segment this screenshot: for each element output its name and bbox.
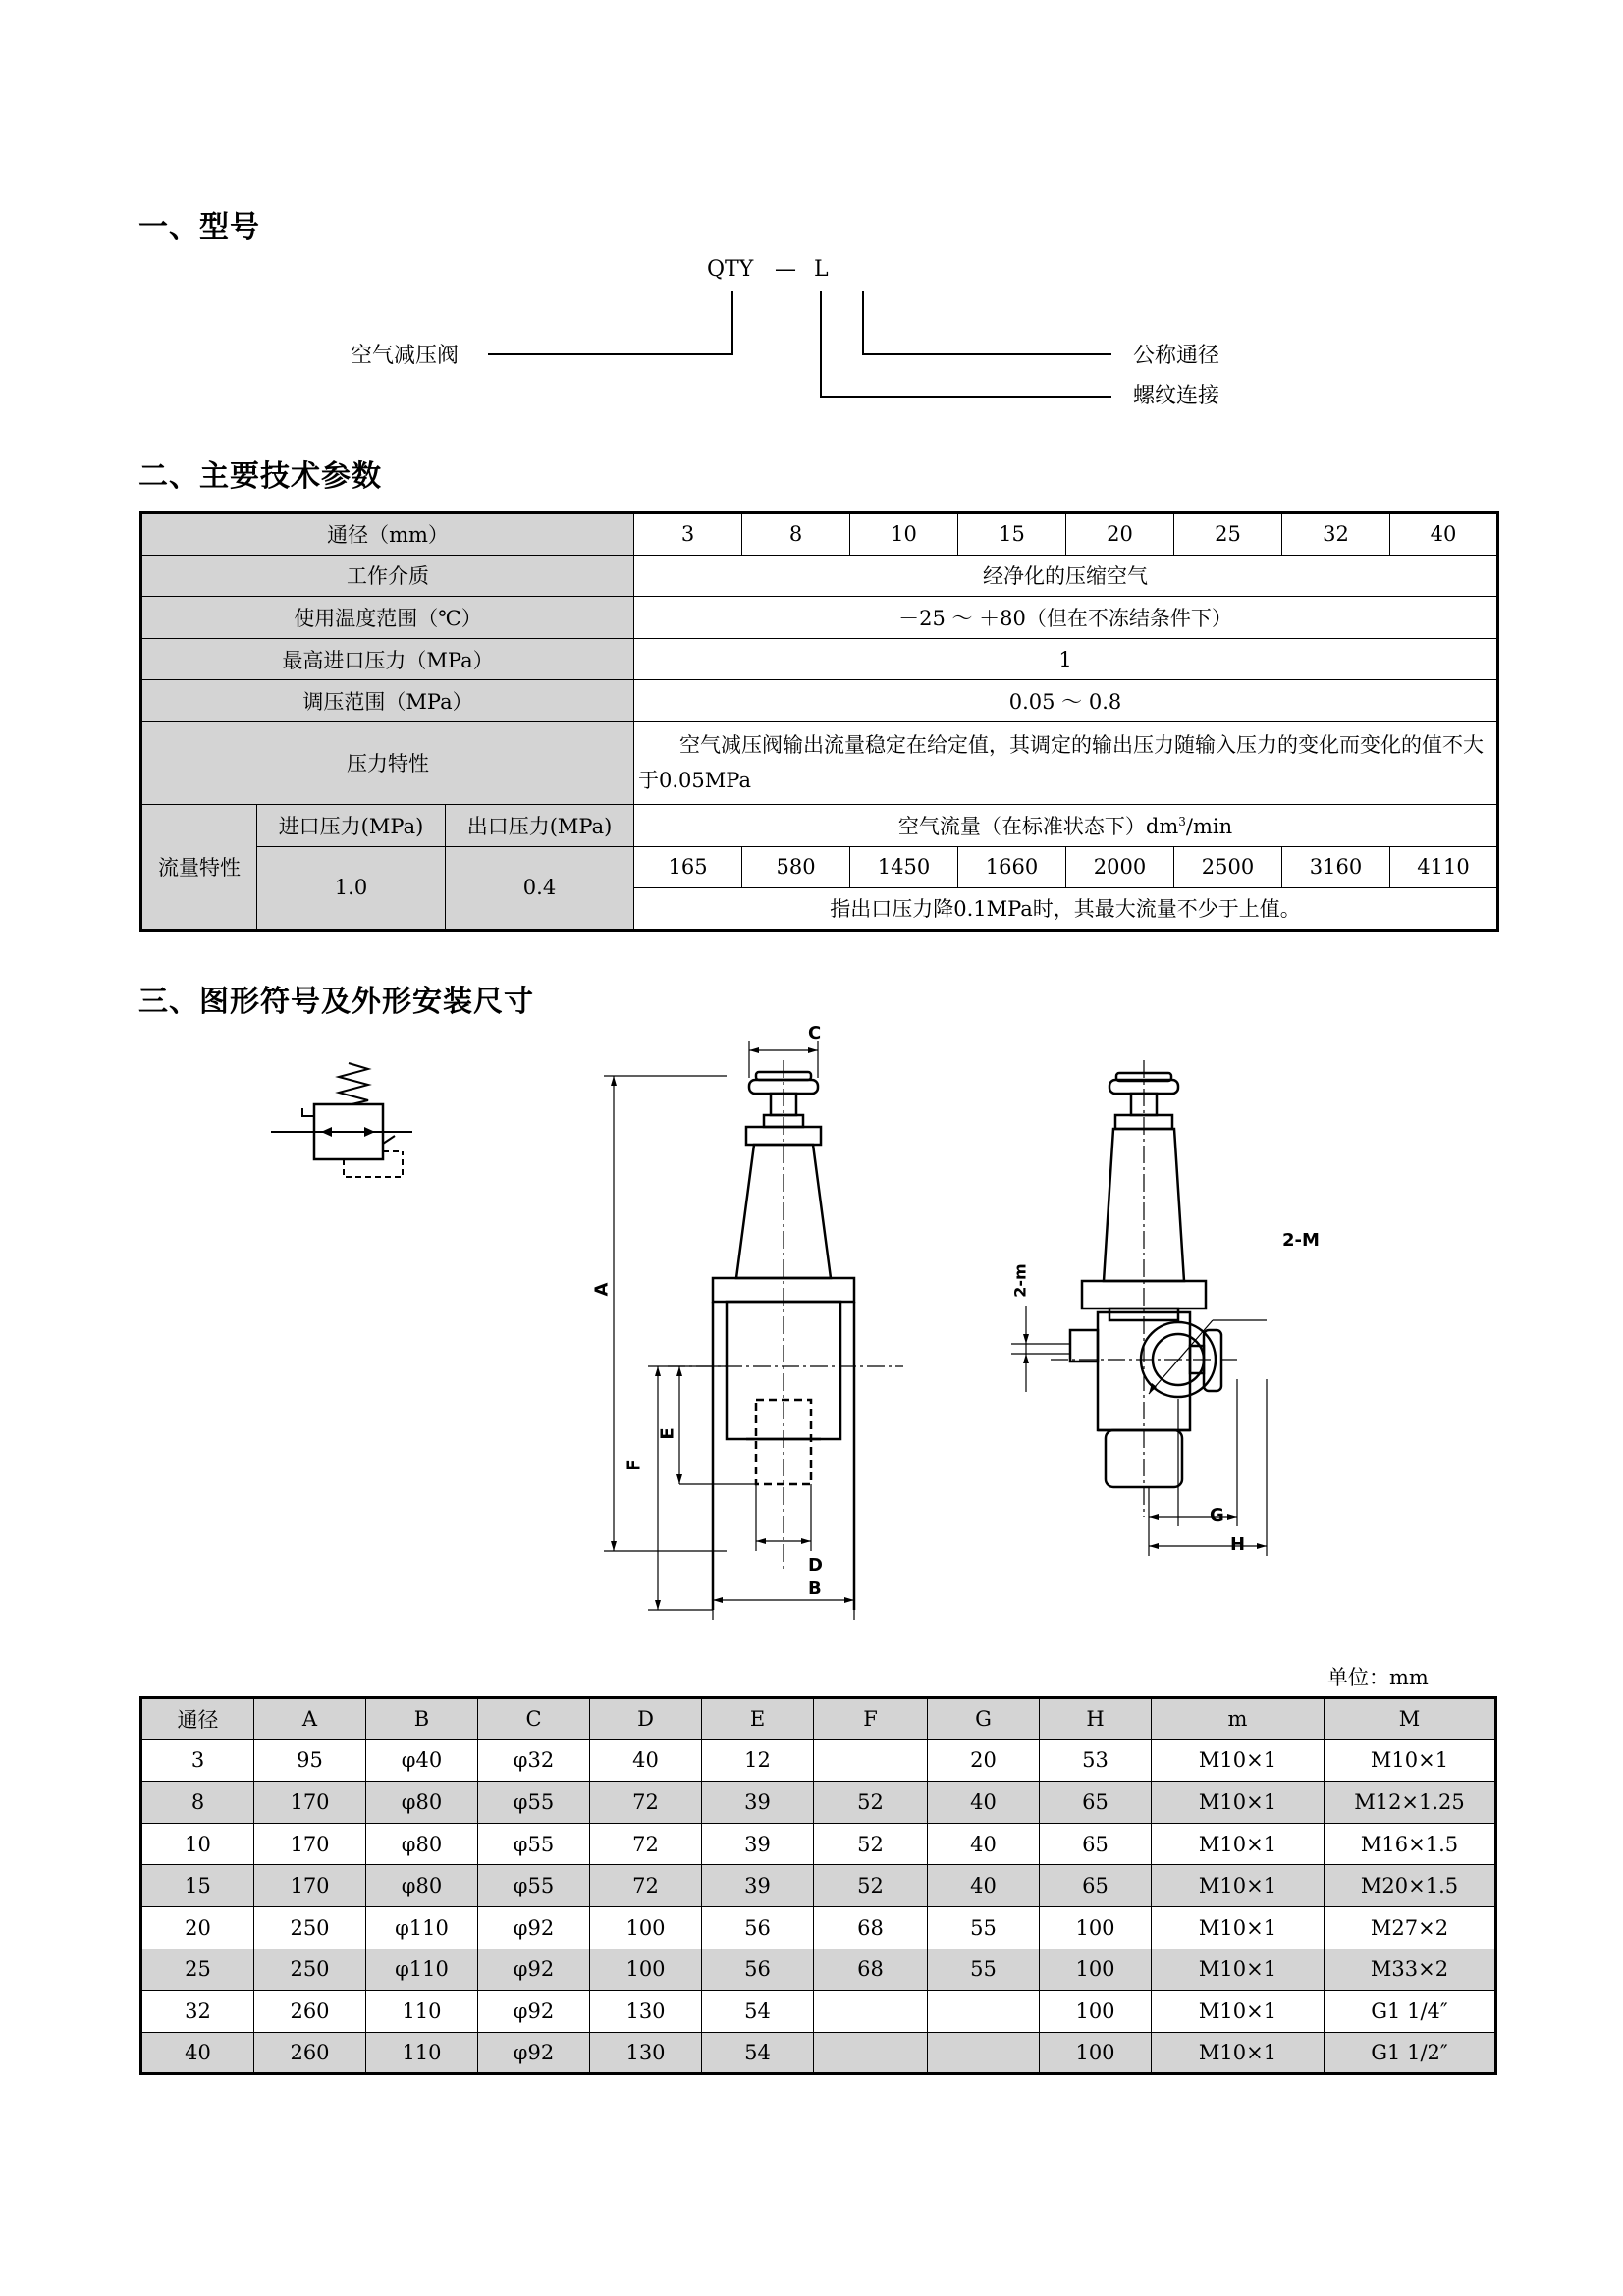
dims-cell-g: 55 (928, 1949, 1040, 1991)
dims-cell-d: 130 (590, 1991, 702, 2033)
dims-cell-m-small: M10×1 (1152, 1991, 1325, 2033)
spec-diameter-cell: 32 (1282, 513, 1390, 556)
spec-diameter-cell: 8 (742, 513, 850, 556)
model-label-diameter: 公称通径 (1133, 344, 1220, 368)
table-row (141, 1823, 1496, 1865)
dims-cell-f (814, 1991, 928, 2033)
dims-header-c: C (478, 1698, 590, 1740)
dims-cell-m-small: M10×1 (1152, 1739, 1325, 1782)
spec-flow-inlet-label: 进口压力(MPa) (257, 804, 446, 846)
dim-label-f: F (623, 1459, 645, 1471)
dims-cell-m-small: M10×1 (1152, 1949, 1325, 1991)
dims-cell-e: 39 (702, 1865, 814, 1907)
dim-label-b: B (808, 1578, 822, 1599)
dim-label-h: H (1230, 1534, 1246, 1555)
dims-cell-e: 54 (702, 2032, 814, 2074)
spec-flow-air-text: 空气流量（在标准状态下）dm (897, 814, 1179, 838)
table-row (141, 1991, 1496, 2033)
model-code-l: L (814, 257, 829, 282)
spec-diameter-cell: 20 (1066, 513, 1174, 556)
spec-flow-cell: 1450 (850, 846, 958, 888)
dims-cell-diameter: 8 (141, 1782, 254, 1824)
dims-cell-b: φ110 (366, 1949, 478, 1991)
dims-cell-c: φ55 (478, 1823, 590, 1865)
dims-cell-m-large: G1 1/2″ (1325, 2032, 1496, 2074)
front-view-drawing (589, 1021, 943, 1625)
dims-cell-b: φ80 (366, 1865, 478, 1907)
spec-row-inlet (141, 638, 1498, 680)
dims-cell-e: 56 (702, 1949, 814, 1991)
dims-cell-h: 100 (1040, 1906, 1152, 1949)
spec-adjust-value: 0.05 ～ 0.8 (634, 680, 1498, 722)
spec-flow-outlet-label: 出口压力(MPa) (446, 804, 634, 846)
spec-diameter-cell: 10 (850, 513, 958, 556)
dims-header-e: E (702, 1698, 814, 1740)
table-row (141, 1739, 1496, 1782)
spec-row-medium (141, 555, 1498, 597)
dims-cell-m-small: M10×1 (1152, 1865, 1325, 1907)
spec-flow-air-sup: 3 (1178, 814, 1186, 828)
dims-cell-e: 54 (702, 1991, 814, 2033)
model-label-thread: 螺纹连接 (1133, 384, 1220, 408)
dims-cell-a: 250 (254, 1906, 366, 1949)
dims-cell-a: 260 (254, 1991, 366, 2033)
spec-row-diameter (141, 513, 1498, 556)
dims-cell-b: φ80 (366, 1823, 478, 1865)
dims-cell-f: 68 (814, 1949, 928, 1991)
dims-cell-h: 100 (1040, 1991, 1152, 2033)
dims-cell-m-large: M10×1 (1325, 1739, 1496, 1782)
spec-flow-cell: 4110 (1390, 846, 1498, 888)
dims-cell-d: 100 (590, 1906, 702, 1949)
spec-diameter-cell: 3 (634, 513, 742, 556)
dims-header-h: H (1040, 1698, 1152, 1740)
spec-flow-cell: 580 (742, 846, 850, 888)
model-code-dash: — (775, 257, 796, 282)
dim-label-e: E (657, 1427, 678, 1440)
dims-header-row (141, 1698, 1496, 1740)
dims-cell-d: 130 (590, 2032, 702, 2074)
dims-cell-g: 40 (928, 1782, 1040, 1824)
dim-label-d: D (808, 1555, 823, 1575)
spec-flow-inlet-value: 1.0 (257, 846, 446, 930)
dims-cell-m-small: M10×1 (1152, 1823, 1325, 1865)
spec-pressure-char-value: 空气减压阀输出流量稳定在给定值，其调定的输出压力随输入压力的变化而变化的值不大于0.05MPa (634, 721, 1498, 804)
dims-cell-g: 40 (928, 1865, 1040, 1907)
spec-temp-label: 使用温度范围（℃） (141, 597, 634, 639)
dims-cell-h: 65 (1040, 1865, 1152, 1907)
dims-cell-h: 65 (1040, 1823, 1152, 1865)
dims-cell-c: φ32 (478, 1739, 590, 1782)
dim-label-2m-large: 2-M (1282, 1230, 1320, 1251)
dims-cell-f: 52 (814, 1865, 928, 1907)
dims-cell-diameter: 20 (141, 1906, 254, 1949)
dims-cell-a: 170 (254, 1865, 366, 1907)
dims-cell-m-small: M10×1 (1152, 2032, 1325, 2074)
spec-adjust-label: 调压范围（MPa） (141, 680, 634, 722)
table-row (141, 1906, 1496, 1949)
spec-flow-cell: 165 (634, 846, 742, 888)
spec-medium-label: 工作介质 (141, 555, 634, 597)
spec-flow-label: 流量特性 (141, 804, 257, 930)
table-row (141, 2032, 1496, 2074)
spec-row-pressure-characteristic (141, 721, 1498, 804)
dims-cell-m-large: M16×1.5 (1325, 1823, 1496, 1865)
dims-cell-f (814, 1739, 928, 1782)
spec-medium-value: 经净化的压缩空气 (634, 555, 1498, 597)
dims-cell-diameter: 15 (141, 1865, 254, 1907)
spec-row-temperature (141, 597, 1498, 639)
table-row (141, 1949, 1496, 1991)
spec-diameter-cell: 25 (1174, 513, 1282, 556)
spec-flow-cell: 2500 (1174, 846, 1282, 888)
dims-cell-g: 20 (928, 1739, 1040, 1782)
dims-cell-h: 100 (1040, 2032, 1152, 2074)
dims-cell-b: φ40 (366, 1739, 478, 1782)
dims-header-b: B (366, 1698, 478, 1740)
spec-inlet-value: 1 (634, 638, 1498, 680)
pressure-reducer-symbol-icon (265, 1055, 422, 1188)
table-row (141, 1782, 1496, 1824)
spec-diameter-label: 通径（mm） (141, 513, 634, 556)
dims-cell-c: φ55 (478, 1782, 590, 1824)
section1-heading: 一、型号 (138, 210, 260, 244)
table-row (141, 1865, 1496, 1907)
dimensions-table (139, 1696, 1497, 2075)
dims-header-a: A (254, 1698, 366, 1740)
dims-cell-e: 39 (702, 1823, 814, 1865)
spec-row-flow-values (141, 846, 1498, 888)
dims-cell-diameter: 32 (141, 1991, 254, 2033)
dims-cell-f: 52 (814, 1782, 928, 1824)
spec-flow-air-label (634, 804, 1498, 846)
dims-cell-a: 250 (254, 1949, 366, 1991)
dims-cell-c: φ92 (478, 1949, 590, 1991)
spec-diameter-cell: 15 (958, 513, 1066, 556)
dims-cell-f (814, 2032, 928, 2074)
dims-cell-m-large: M27×2 (1325, 1906, 1496, 1949)
dims-cell-a: 95 (254, 1739, 366, 1782)
section3-heading: 三、图形符号及外形安装尺寸 (138, 985, 534, 1019)
dims-cell-b: 110 (366, 2032, 478, 2074)
dims-cell-m-large: G1 1/4″ (1325, 1991, 1496, 2033)
dims-cell-d: 72 (590, 1782, 702, 1824)
dims-cell-diameter: 10 (141, 1823, 254, 1865)
dims-cell-e: 56 (702, 1906, 814, 1949)
dims-header-d: D (590, 1698, 702, 1740)
dims-cell-d: 72 (590, 1823, 702, 1865)
spec-flow-outlet-value: 0.4 (446, 846, 634, 930)
dims-cell-a: 260 (254, 2032, 366, 2074)
dims-header-f: F (814, 1698, 928, 1740)
dims-cell-b: 110 (366, 1991, 478, 2033)
dims-cell-m-small: M10×1 (1152, 1906, 1325, 1949)
dims-cell-g (928, 2032, 1040, 2074)
dims-cell-g (928, 1991, 1040, 2033)
dims-cell-a: 170 (254, 1782, 366, 1824)
spec-pressure-char-label: 压力特性 (141, 721, 634, 804)
dims-cell-m-large: M12×1.25 (1325, 1782, 1496, 1824)
dims-cell-diameter: 40 (141, 2032, 254, 2074)
dims-cell-m-large: M20×1.5 (1325, 1865, 1496, 1907)
dims-cell-a: 170 (254, 1823, 366, 1865)
dims-header-diameter: 通径 (141, 1698, 254, 1740)
model-code-qty: QTY (707, 257, 754, 282)
dims-cell-b: φ80 (366, 1782, 478, 1824)
dims-cell-g: 55 (928, 1906, 1040, 1949)
model-label-air-reducer: 空气减压阀 (351, 344, 460, 368)
dim-label-2m-small: 2-m (1010, 1263, 1030, 1298)
dim-label-c: C (808, 1023, 822, 1043)
dims-cell-c: φ92 (478, 1991, 590, 2033)
side-view-drawing (1011, 1055, 1325, 1585)
dims-cell-b: φ110 (366, 1906, 478, 1949)
dims-cell-d: 40 (590, 1739, 702, 1782)
section2-heading: 二、主要技术参数 (138, 459, 382, 494)
spec-diameter-cell: 40 (1390, 513, 1498, 556)
dims-cell-diameter: 25 (141, 1949, 254, 1991)
unit-note: 单位：mm (1327, 1666, 1429, 1689)
spec-temp-value: －25 ～ ＋80（但在不冻结条件下） (634, 597, 1498, 639)
dims-cell-d: 72 (590, 1865, 702, 1907)
spec-flow-cell: 3160 (1282, 846, 1390, 888)
dims-cell-diameter: 3 (141, 1739, 254, 1782)
dims-cell-c: φ55 (478, 1865, 590, 1907)
dims-header-g: G (928, 1698, 1040, 1740)
dim-label-a: A (591, 1282, 613, 1297)
dims-cell-c: φ92 (478, 1906, 590, 1949)
spec-flow-air-unit: /min (1185, 814, 1233, 838)
dims-cell-c: φ92 (478, 2032, 590, 2074)
dim-label-g: G (1210, 1505, 1224, 1525)
dims-cell-e: 39 (702, 1782, 814, 1824)
dims-header-m-small: m (1152, 1698, 1325, 1740)
dims-cell-d: 100 (590, 1949, 702, 1991)
spec-flow-note: 指出口压力降0.1MPa时，其最大流量不少于上值。 (634, 888, 1498, 931)
dims-cell-h: 100 (1040, 1949, 1152, 1991)
dims-header-m-large: M (1325, 1698, 1496, 1740)
spec-inlet-label: 最高进口压力（MPa） (141, 638, 634, 680)
dims-cell-m-small: M10×1 (1152, 1782, 1325, 1824)
spec-row-flow-header (141, 804, 1498, 846)
dims-cell-h: 53 (1040, 1739, 1152, 1782)
spec-row-adjust (141, 680, 1498, 722)
model-leader-lines (0, 0, 1623, 412)
dims-cell-f: 68 (814, 1906, 928, 1949)
dims-cell-g: 40 (928, 1823, 1040, 1865)
technical-parameters-table (139, 511, 1499, 932)
spec-flow-cell: 1660 (958, 846, 1066, 888)
dims-cell-e: 12 (702, 1739, 814, 1782)
spec-flow-cell: 2000 (1066, 846, 1174, 888)
dims-cell-f: 52 (814, 1823, 928, 1865)
dims-cell-h: 65 (1040, 1782, 1152, 1824)
dims-cell-m-large: M33×2 (1325, 1949, 1496, 1991)
